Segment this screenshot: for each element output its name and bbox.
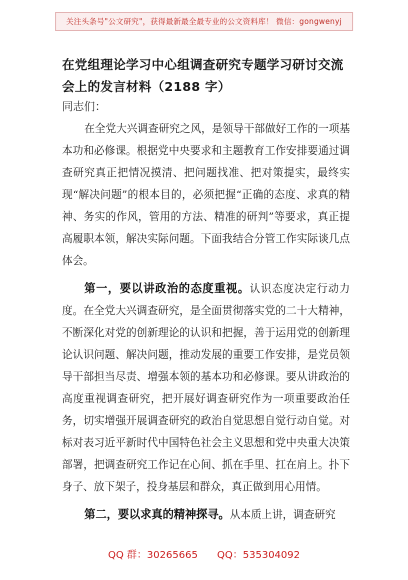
header-banner: 关注头条号"公文研究"，获得最新最全最专业的公文资料库！ 微信：gongwenyj (55, 12, 353, 31)
paragraph-text: 在全党大兴调查研究之风，是领导干部做好工作的一项基本功和必修课。根据党中央要求和主题教育工作安排要通过调查研究真正把情况摸清、把问题找准、把对策提实，最终实现“解决问题”的根本目的，必须把握“正确的态度、求真的精神、务实的作风，管用的方法、精准的研判”等要求，真正提高履职本领，解决实际问题。下面我结合分管工作实际谈几点体会。 (62, 123, 350, 267)
paragraph-text: 认识态度决定行动力度。在全党大兴调查研究，是全面贯彻落实党的二十大精神，不断深化对党的创新理论的认识和把握，善于运用党的创新理论认识问题、解决问题，推动发展的重要工作安排，是党员领导干部担当尽责、增强本领的基本功和必修课。要从讲政治的高度重视调查研究，把开展好调查研究作为一项重要政治任务，切实增强开展调查研究的政治自觉思想自觉行动自觉。对标对表习近平新时代中国特色社会主义思想和党中央重大决策部署，把调查研究工作记在心间、抓在手里、扛在肩上。扑下身子、放下架子，投身基层和群众，真正做到用心用情。 (62, 283, 350, 493)
document-body (62, 118, 350, 532)
paragraph-point-one (62, 278, 350, 498)
paragraph-intro (62, 118, 350, 272)
paragraph-point-two (62, 504, 350, 526)
paragraph-heading: 第一，要以讲政治的态度重视。 (84, 282, 250, 295)
footer-qq-group: QQ 群：30265665 (107, 550, 198, 561)
paragraph-text: 从本质上讲，调查研究 (229, 509, 336, 521)
footer-qq: QQ：535304092 (217, 550, 301, 561)
document-title: 在党组理论学习中心组调查研究专题学习研讨交流会上的发言材料（2188 字） (62, 57, 344, 94)
salutation: 同志们： (62, 100, 106, 113)
footer-contact (0, 546, 408, 561)
paragraph-heading: 第二，要以求真的精神探寻。 (84, 508, 230, 521)
